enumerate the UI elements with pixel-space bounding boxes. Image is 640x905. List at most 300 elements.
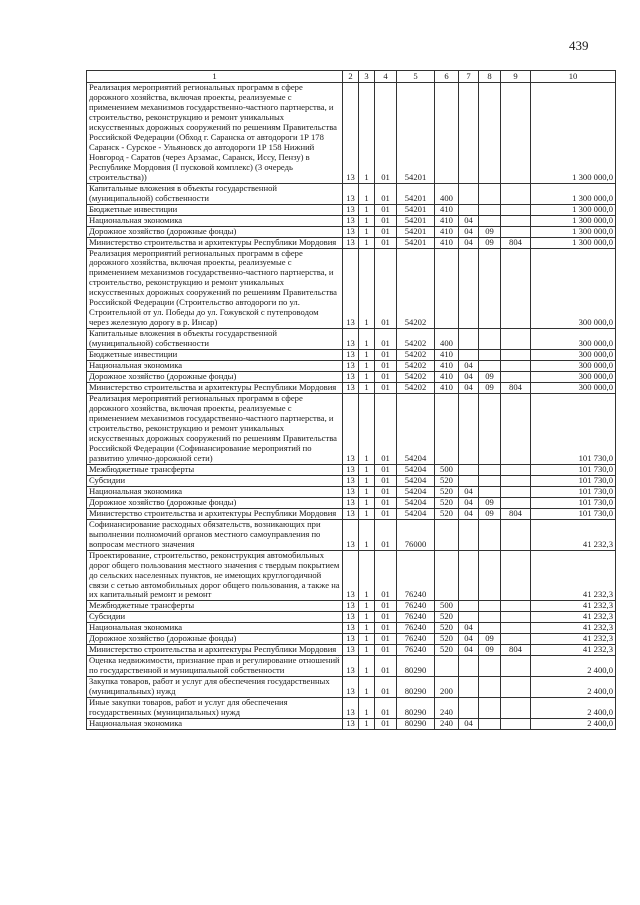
cell-pr: 09 xyxy=(479,372,501,383)
cell-grbs xyxy=(501,248,531,329)
table-row xyxy=(87,612,616,623)
cell-vr xyxy=(435,656,459,677)
cell-rz xyxy=(459,550,479,601)
cell-podrazdel: 1 xyxy=(359,656,375,677)
cell-pr xyxy=(479,361,501,372)
cell-grbs xyxy=(501,83,531,184)
table-row xyxy=(87,464,616,475)
cell-amount: 41 232,3 xyxy=(531,550,616,601)
cell-amount: 2 400,0 xyxy=(531,698,616,719)
cell-podrazdel: 1 xyxy=(359,645,375,656)
cell-pr xyxy=(479,350,501,361)
cell-podrazdel: 1 xyxy=(359,612,375,623)
cell-stat: 01 xyxy=(375,634,397,645)
cell-pr xyxy=(479,656,501,677)
cell-rz xyxy=(459,394,479,465)
cell-podrazdel: 1 xyxy=(359,361,375,372)
cell-amount: 41 232,3 xyxy=(531,645,616,656)
cell-stat: 01 xyxy=(375,329,397,350)
cell-name: Реализация мероприятий региональных программ в сфере дорожного хозяйства, включая проекты, реализуемые с применением механизмов государственно-частного партнерства, и строительство, реконструкцию и ремонт уникальных искусственных дорожных сооружений по решениям Правительства Российской Федерации (Обход г. Саранска от автодороги 1Р 178 Саранск - Сурское - Ульяновск до автодороги 1Р 158 Нижний Новгород - Саратов (через Арзамас, Саранск, Иссу, Пензу) в Республике Мордовия (I пусковой комплекс) (3 очередь строительства)) xyxy=(87,83,343,184)
table-row xyxy=(87,486,616,497)
cell-csr: 76240 xyxy=(397,612,435,623)
cell-stat: 01 xyxy=(375,83,397,184)
cell-csr: 54202 xyxy=(397,248,435,329)
cell-rz: 04 xyxy=(459,623,479,634)
cell-amount: 101 730,0 xyxy=(531,508,616,519)
cell-stat: 01 xyxy=(375,486,397,497)
cell-podrazdel: 1 xyxy=(359,350,375,361)
cell-vr: 520 xyxy=(435,612,459,623)
cell-vr: 400 xyxy=(435,183,459,204)
cell-vr: 410 xyxy=(435,226,459,237)
cell-glava: 13 xyxy=(343,645,359,656)
cell-pr xyxy=(479,698,501,719)
header-col-7: 7 xyxy=(459,71,479,83)
cell-name: Национальная экономика xyxy=(87,486,343,497)
cell-rz xyxy=(459,183,479,204)
table-row xyxy=(87,698,616,719)
cell-pr xyxy=(479,475,501,486)
cell-csr: 54202 xyxy=(397,383,435,394)
cell-pr xyxy=(479,601,501,612)
cell-pr xyxy=(479,464,501,475)
cell-stat: 01 xyxy=(375,497,397,508)
cell-rz xyxy=(459,677,479,698)
cell-pr: 09 xyxy=(479,508,501,519)
cell-grbs xyxy=(501,226,531,237)
cell-podrazdel: 1 xyxy=(359,475,375,486)
cell-name: Субсидии xyxy=(87,475,343,486)
cell-csr: 80290 xyxy=(397,656,435,677)
cell-vr: 520 xyxy=(435,623,459,634)
cell-stat: 01 xyxy=(375,550,397,601)
cell-pr xyxy=(479,83,501,184)
cell-name: Бюджетные инвестиции xyxy=(87,350,343,361)
cell-rz: 04 xyxy=(459,226,479,237)
cell-podrazdel: 1 xyxy=(359,550,375,601)
cell-name: Иные закупки товаров, работ и услуг для обеспечения государственных (муниципальных) нужд xyxy=(87,698,343,719)
cell-stat: 01 xyxy=(375,215,397,226)
cell-rz xyxy=(459,329,479,350)
cell-name: Межбюджетные трансферты xyxy=(87,601,343,612)
cell-name: Субсидии xyxy=(87,612,343,623)
cell-name: Капитальные вложения в объекты государственной (муниципальной) собственности xyxy=(87,329,343,350)
table-row xyxy=(87,361,616,372)
cell-podrazdel: 1 xyxy=(359,383,375,394)
table-row xyxy=(87,550,616,601)
cell-glava: 13 xyxy=(343,215,359,226)
cell-csr: 76240 xyxy=(397,645,435,656)
table-body xyxy=(87,83,616,730)
cell-grbs xyxy=(501,550,531,601)
cell-name: Оценка недвижимости, признание прав и регулирование отношений по государственной и муниципальной собственности xyxy=(87,656,343,677)
cell-name: Национальная экономика xyxy=(87,361,343,372)
cell-stat: 01 xyxy=(375,372,397,383)
cell-pr xyxy=(479,248,501,329)
table-row xyxy=(87,204,616,215)
cell-amount: 41 232,3 xyxy=(531,519,616,550)
cell-vr: 410 xyxy=(435,350,459,361)
cell-name: Дорожное хозяйство (дорожные фонды) xyxy=(87,372,343,383)
cell-glava: 13 xyxy=(343,677,359,698)
cell-grbs xyxy=(501,350,531,361)
header-col-5: 5 xyxy=(397,71,435,83)
cell-podrazdel: 1 xyxy=(359,226,375,237)
table-row xyxy=(87,183,616,204)
cell-amount: 300 000,0 xyxy=(531,350,616,361)
cell-stat: 01 xyxy=(375,677,397,698)
cell-podrazdel: 1 xyxy=(359,623,375,634)
cell-podrazdel: 1 xyxy=(359,183,375,204)
table-row xyxy=(87,350,616,361)
cell-vr xyxy=(435,394,459,465)
cell-csr: 54204 xyxy=(397,464,435,475)
cell-name: Бюджетные инвестиции xyxy=(87,204,343,215)
cell-name: Софинансирование расходных обязательств, возникающих при выполнении полномочий органов местного самоуправления по вопросам местного значения xyxy=(87,519,343,550)
cell-rz xyxy=(459,464,479,475)
cell-rz xyxy=(459,656,479,677)
cell-vr: 520 xyxy=(435,486,459,497)
cell-csr: 76240 xyxy=(397,601,435,612)
cell-grbs xyxy=(501,204,531,215)
cell-stat: 01 xyxy=(375,183,397,204)
cell-vr: 410 xyxy=(435,372,459,383)
table-row xyxy=(87,83,616,184)
cell-vr: 520 xyxy=(435,645,459,656)
cell-amount: 101 730,0 xyxy=(531,486,616,497)
cell-stat: 01 xyxy=(375,719,397,730)
cell-pr: 09 xyxy=(479,237,501,248)
cell-grbs xyxy=(501,183,531,204)
cell-grbs xyxy=(501,612,531,623)
cell-podrazdel: 1 xyxy=(359,237,375,248)
cell-amount: 300 000,0 xyxy=(531,383,616,394)
cell-glava: 13 xyxy=(343,464,359,475)
cell-glava: 13 xyxy=(343,508,359,519)
cell-podrazdel: 1 xyxy=(359,204,375,215)
cell-rz: 04 xyxy=(459,361,479,372)
cell-rz xyxy=(459,248,479,329)
cell-csr: 54201 xyxy=(397,215,435,226)
cell-stat: 01 xyxy=(375,464,397,475)
cell-name: Национальная экономика xyxy=(87,623,343,634)
cell-vr xyxy=(435,550,459,601)
cell-rz: 04 xyxy=(459,634,479,645)
cell-grbs xyxy=(501,623,531,634)
cell-podrazdel: 1 xyxy=(359,248,375,329)
table-row xyxy=(87,601,616,612)
header-col-9: 9 xyxy=(501,71,531,83)
table-row xyxy=(87,508,616,519)
cell-rz: 04 xyxy=(459,215,479,226)
cell-vr: 240 xyxy=(435,698,459,719)
cell-stat: 01 xyxy=(375,237,397,248)
cell-amount: 1 300 000,0 xyxy=(531,83,616,184)
table-row xyxy=(87,329,616,350)
table-row xyxy=(87,677,616,698)
cell-rz: 04 xyxy=(459,383,479,394)
table-row xyxy=(87,497,616,508)
cell-glava: 13 xyxy=(343,601,359,612)
cell-rz xyxy=(459,601,479,612)
cell-glava: 13 xyxy=(343,83,359,184)
cell-pr: 09 xyxy=(479,634,501,645)
cell-stat: 01 xyxy=(375,656,397,677)
cell-csr: 80290 xyxy=(397,698,435,719)
cell-grbs: 804 xyxy=(501,383,531,394)
cell-stat: 01 xyxy=(375,248,397,329)
cell-grbs xyxy=(501,372,531,383)
cell-stat: 01 xyxy=(375,645,397,656)
cell-vr: 520 xyxy=(435,497,459,508)
cell-stat: 01 xyxy=(375,508,397,519)
cell-grbs: 804 xyxy=(501,645,531,656)
cell-podrazdel: 1 xyxy=(359,394,375,465)
table-row xyxy=(87,215,616,226)
cell-name: Дорожное хозяйство (дорожные фонды) xyxy=(87,226,343,237)
cell-amount: 2 400,0 xyxy=(531,719,616,730)
cell-name: Дорожное хозяйство (дорожные фонды) xyxy=(87,497,343,508)
cell-podrazdel: 1 xyxy=(359,486,375,497)
header-col-8: 8 xyxy=(479,71,501,83)
cell-rz xyxy=(459,350,479,361)
cell-name: Министерство строительства и архитектуры Республики Мордовия xyxy=(87,645,343,656)
cell-name: Дорожное хозяйство (дорожные фонды) xyxy=(87,634,343,645)
cell-pr xyxy=(479,677,501,698)
table-row xyxy=(87,656,616,677)
cell-vr: 410 xyxy=(435,361,459,372)
header-col-3: 3 xyxy=(359,71,375,83)
cell-pr xyxy=(479,519,501,550)
table-row xyxy=(87,248,616,329)
cell-amount: 1 300 000,0 xyxy=(531,183,616,204)
cell-rz: 04 xyxy=(459,237,479,248)
cell-rz: 04 xyxy=(459,645,479,656)
cell-csr: 54201 xyxy=(397,183,435,204)
cell-amount: 1 300 000,0 xyxy=(531,215,616,226)
cell-rz xyxy=(459,612,479,623)
cell-glava: 13 xyxy=(343,623,359,634)
cell-glava: 13 xyxy=(343,486,359,497)
cell-name: Капитальные вложения в объекты государственной (муниципальной) собственности xyxy=(87,183,343,204)
cell-podrazdel: 1 xyxy=(359,508,375,519)
cell-name: Проектирование, строительство, реконструкция автомобильных дорог общего пользования местного значения с твердым покрытием до сельских населенных пунктов, не имеющих круглогодичной связи с сетью автомобильных дорог общего пользования, а также на их капитальный ремонт и ремонт xyxy=(87,550,343,601)
header-col-10: 10 xyxy=(531,71,616,83)
cell-glava: 13 xyxy=(343,497,359,508)
cell-pr: 09 xyxy=(479,383,501,394)
header-col-6: 6 xyxy=(435,71,459,83)
cell-grbs: 804 xyxy=(501,508,531,519)
cell-rz: 04 xyxy=(459,486,479,497)
cell-pr xyxy=(479,623,501,634)
cell-csr: 54204 xyxy=(397,486,435,497)
cell-grbs xyxy=(501,486,531,497)
cell-name: Закупка товаров, работ и услуг для обеспечения государственных (муниципальных) нужд xyxy=(87,677,343,698)
cell-vr: 520 xyxy=(435,475,459,486)
cell-glava: 13 xyxy=(343,383,359,394)
table-row xyxy=(87,475,616,486)
cell-csr: 54204 xyxy=(397,394,435,465)
cell-csr: 54202 xyxy=(397,372,435,383)
cell-amount: 41 232,3 xyxy=(531,612,616,623)
cell-podrazdel: 1 xyxy=(359,634,375,645)
cell-glava: 13 xyxy=(343,656,359,677)
table-row xyxy=(87,719,616,730)
cell-name: Реализация мероприятий региональных программ в сфере дорожного хозяйства, включая проекты, реализуемые с применением механизмов государственно-частного партнерства, и строительство, реконструкцию и ремонт уникальных искусственных дорожных сооружений по решениям Правительства Российской Федерации (Строительство автодороги по ул. Строительной от ул. Победы до ул. Гожувской с путепроводом через железную дорогу в р. Инсар) xyxy=(87,248,343,329)
cell-csr: 54202 xyxy=(397,329,435,350)
cell-vr: 240 xyxy=(435,719,459,730)
cell-grbs xyxy=(501,497,531,508)
cell-csr: 54201 xyxy=(397,226,435,237)
cell-csr: 76000 xyxy=(397,519,435,550)
cell-csr: 54201 xyxy=(397,83,435,184)
cell-name: Национальная экономика xyxy=(87,719,343,730)
cell-pr xyxy=(479,486,501,497)
cell-pr xyxy=(479,394,501,465)
cell-stat: 01 xyxy=(375,394,397,465)
cell-name: Межбюджетные трансферты xyxy=(87,464,343,475)
cell-podrazdel: 1 xyxy=(359,372,375,383)
cell-rz: 04 xyxy=(459,719,479,730)
cell-amount: 101 730,0 xyxy=(531,464,616,475)
cell-csr: 76240 xyxy=(397,623,435,634)
cell-rz xyxy=(459,698,479,719)
cell-stat: 01 xyxy=(375,361,397,372)
cell-grbs xyxy=(501,394,531,465)
cell-name: Министерство строительства и архитектуры Республики Мордовия xyxy=(87,508,343,519)
cell-vr: 400 xyxy=(435,329,459,350)
cell-csr: 54204 xyxy=(397,475,435,486)
cell-vr: 200 xyxy=(435,677,459,698)
cell-stat: 01 xyxy=(375,475,397,486)
cell-amount: 101 730,0 xyxy=(531,497,616,508)
cell-csr: 76240 xyxy=(397,550,435,601)
cell-pr xyxy=(479,204,501,215)
cell-grbs xyxy=(501,698,531,719)
cell-podrazdel: 1 xyxy=(359,677,375,698)
cell-glava: 13 xyxy=(343,183,359,204)
cell-podrazdel: 1 xyxy=(359,519,375,550)
cell-csr: 54202 xyxy=(397,361,435,372)
cell-glava: 13 xyxy=(343,634,359,645)
cell-glava: 13 xyxy=(343,248,359,329)
cell-rz xyxy=(459,204,479,215)
cell-csr: 54204 xyxy=(397,497,435,508)
cell-vr: 410 xyxy=(435,215,459,226)
cell-podrazdel: 1 xyxy=(359,215,375,226)
cell-glava: 13 xyxy=(343,550,359,601)
cell-glava: 13 xyxy=(343,350,359,361)
cell-amount: 41 232,3 xyxy=(531,623,616,634)
cell-glava: 13 xyxy=(343,329,359,350)
header-col-2: 2 xyxy=(343,71,359,83)
cell-csr: 54201 xyxy=(397,237,435,248)
cell-rz: 04 xyxy=(459,372,479,383)
table-row xyxy=(87,623,616,634)
cell-podrazdel: 1 xyxy=(359,83,375,184)
cell-pr: 09 xyxy=(479,645,501,656)
cell-csr: 80290 xyxy=(397,719,435,730)
cell-stat: 01 xyxy=(375,383,397,394)
table-row xyxy=(87,519,616,550)
cell-glava: 13 xyxy=(343,612,359,623)
cell-glava: 13 xyxy=(343,719,359,730)
cell-amount: 2 400,0 xyxy=(531,677,616,698)
table-row xyxy=(87,226,616,237)
table-row xyxy=(87,394,616,465)
cell-vr: 410 xyxy=(435,204,459,215)
cell-vr: 520 xyxy=(435,634,459,645)
cell-rz xyxy=(459,475,479,486)
cell-csr: 54201 xyxy=(397,204,435,215)
header-col-4: 4 xyxy=(375,71,397,83)
cell-glava: 13 xyxy=(343,361,359,372)
cell-stat: 01 xyxy=(375,519,397,550)
table-row xyxy=(87,634,616,645)
cell-csr: 80290 xyxy=(397,677,435,698)
cell-grbs xyxy=(501,464,531,475)
cell-csr: 54202 xyxy=(397,350,435,361)
cell-pr xyxy=(479,329,501,350)
cell-pr: 09 xyxy=(479,497,501,508)
cell-vr: 410 xyxy=(435,383,459,394)
cell-podrazdel: 1 xyxy=(359,329,375,350)
table-row xyxy=(87,237,616,248)
cell-glava: 13 xyxy=(343,475,359,486)
cell-rz: 04 xyxy=(459,508,479,519)
cell-name: Министерство строительства и архитектуры Республики Мордовия xyxy=(87,237,343,248)
cell-rz xyxy=(459,519,479,550)
cell-grbs xyxy=(501,329,531,350)
cell-grbs xyxy=(501,634,531,645)
cell-podrazdel: 1 xyxy=(359,698,375,719)
cell-amount: 101 730,0 xyxy=(531,394,616,465)
table-header-row xyxy=(87,71,616,83)
cell-grbs xyxy=(501,519,531,550)
cell-podrazdel: 1 xyxy=(359,601,375,612)
cell-glava: 13 xyxy=(343,372,359,383)
cell-stat: 01 xyxy=(375,698,397,719)
cell-name: Реализация мероприятий региональных программ в сфере дорожного хозяйства, включая проекты, реализуемые с применением механизмов государственно-частного партнерства, и строительство, реконструкцию и ремонт уникальных искусственных дорожных сооружений по решениям Правительства Российской Федерации (Софинансирование мероприятий по развитию улично-дорожной сети) xyxy=(87,394,343,465)
cell-podrazdel: 1 xyxy=(359,464,375,475)
cell-rz: 04 xyxy=(459,497,479,508)
cell-amount: 300 000,0 xyxy=(531,248,616,329)
cell-pr xyxy=(479,215,501,226)
page-number: 439 xyxy=(569,38,589,53)
table-row xyxy=(87,383,616,394)
cell-glava: 13 xyxy=(343,698,359,719)
cell-grbs xyxy=(501,475,531,486)
cell-name: Национальная экономика xyxy=(87,215,343,226)
cell-pr xyxy=(479,719,501,730)
cell-amount: 1 300 000,0 xyxy=(531,204,616,215)
cell-stat: 01 xyxy=(375,612,397,623)
cell-grbs xyxy=(501,601,531,612)
cell-pr: 09 xyxy=(479,226,501,237)
cell-grbs: 804 xyxy=(501,237,531,248)
cell-vr xyxy=(435,248,459,329)
cell-podrazdel: 1 xyxy=(359,497,375,508)
cell-grbs xyxy=(501,215,531,226)
header-col-1: 1 xyxy=(87,71,343,83)
cell-grbs xyxy=(501,677,531,698)
cell-pr xyxy=(479,612,501,623)
cell-amount: 101 730,0 xyxy=(531,475,616,486)
cell-amount: 300 000,0 xyxy=(531,372,616,383)
cell-stat: 01 xyxy=(375,350,397,361)
cell-vr xyxy=(435,83,459,184)
cell-vr: 500 xyxy=(435,464,459,475)
